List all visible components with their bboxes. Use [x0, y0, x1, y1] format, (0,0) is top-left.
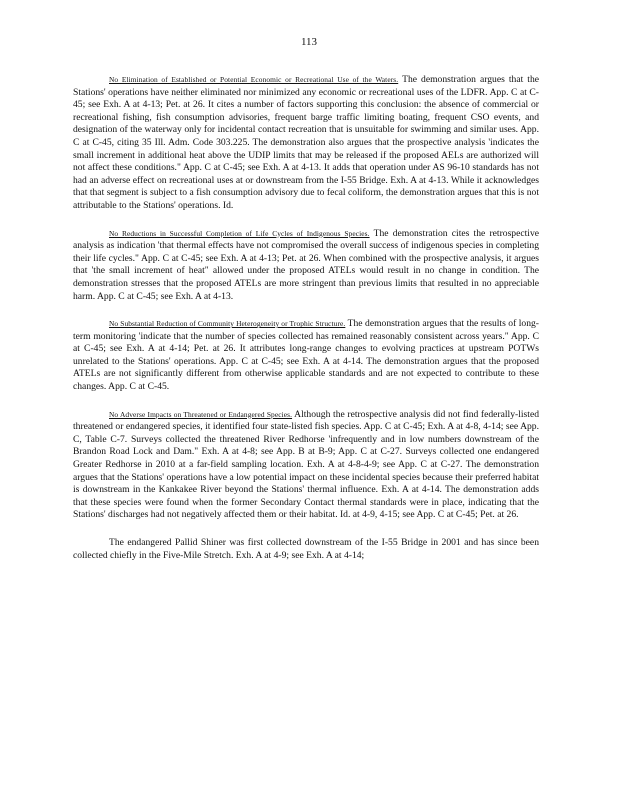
paragraph-pallid-shiner	[73, 537, 539, 562]
paragraph-text: The demonstration argues that the Stations' operations have neither eliminated nor minimized any economic or recreational uses of the LDFR. App. C at C-45; see Exh. A at 4-13; Pet. at 26. It cites a number of factors supporting this conclusion: the absence of commercial or recreational fishing, fish consumption advisories, frequent barge traffic limiting boating, frequent CSO events, and designation of the waterway only for incidental contact recreation that is unsuitable for swimming and similar uses. App. C at C-45, citing 35 Ill. Adm. Code 303.225. The demonstration also argues that the prospective analysis 'indicates the small increment in additional heat above the UDIP limits that may be released if the proposed AELs are authorized will not affect these conditions." App. C at C-45; see Exh. A at 4-13. It adds that operation under AS 96-10 standards has not had an adverse effect on recreational uses at or downstream from the I-55 Bridge. Exh. A at 4-13. While it acknowledges that that segment is subject to a fish consumption advisory due to fecal coliform, the demonstration argues that this is not attributable to the Stations' operations. Id.	[73, 74, 539, 211]
paragraph-text: The endangered Pallid Shiner was first collected downstream of the I-55 Bridge in 2001 and has since been collected chiefly in the Five-Mile Stretch. Exh. A at 4-9; see Exh. A at 4-14;	[73, 537, 539, 561]
section-heading: No Elimination of Established or Potential Economic or Recreational Use of the Waters.	[109, 75, 399, 84]
document-body	[73, 74, 539, 577]
page-number: 113	[300, 36, 318, 48]
paragraph-community-heterogeneity	[73, 318, 539, 394]
section-heading: No Adverse Impacts on Threatened or Endangered Species.	[109, 409, 293, 419]
paragraph-threatened-endangered	[73, 409, 539, 522]
paragraph-economic-recreational-use	[73, 74, 539, 213]
paragraph-text: The demonstration cites the retrospective analysis as indication 'that thermal effects have not compromised the overall success of indigenous species in completing their life cycles." App. C at C-45; see Exh. A at 4-13; Pet. at 26. When combined with the prospective analysis, it argues that 'the small increment of heat" allowed under the proposed ATELs would result in no change in condition. The demonstration stresses that the proposed ATELs are more stringent than previous limits that resulted in no appreciable harm. App. C at C-45; see Exh. A at 4-13.	[73, 227, 540, 302]
section-heading: No Substantial Reduction of Community Heterogeneity or Trophic Structure.	[109, 319, 346, 329]
paragraph-text: The demonstration argues that the results of long-term monitoring 'indicate that the number of species collected has remained reasonably consistent across years." App. C at C-45; see Exh. A at 4-14; Pet. at 26. It attributes long-range changes to evolving practices at upstream POTWs unrelated to the Stations' operations. App. C at C-45; see Exh. A at 4-14. The demonstration argues that the proposed ATELs are not significantly different from otherwise applicable standards and are not expected to contribute to these changes. App. C at C-45.	[73, 318, 539, 393]
section-heading: No Reductions in Successful Completion of Life Cycles of Indigenous Species.	[109, 228, 370, 238]
paragraph-text: Although the retrospective analysis did not find federally-listed threatened or endangered species, it identified four state-listed fish species. App. C at C-45; Exh. A at 4-8, 4-14; see App. C, Table C-7. Surveys collected the threatened River Redhorse 'infrequently and in low numbers downstream of the Brandon Road Lock and Dam." Exh. A at 4-8; see App. B at B-9; App. C at C-27. Surveys collected one endangered Greater Redhorse in 2010 at a far-field sampling location. Exh. A at 4-8-4-9; see App. C at C-27. The demonstration argues that the Stations' operations have a low potential impact on these incidental species because their preferred habitat is downstream in the Kankakee River beyond the Stations' thermal influence. Exh. A at 4-14. The demonstration adds that these species were found when the former Secondary Contact thermal standards were in place, indicating that the Stations' discharges had not negatively affected them or their habitat. Id. at 4-9, 4-15; see App. C at C-45; Pet. at 26.	[73, 408, 539, 521]
paragraph-life-cycles	[73, 228, 539, 304]
